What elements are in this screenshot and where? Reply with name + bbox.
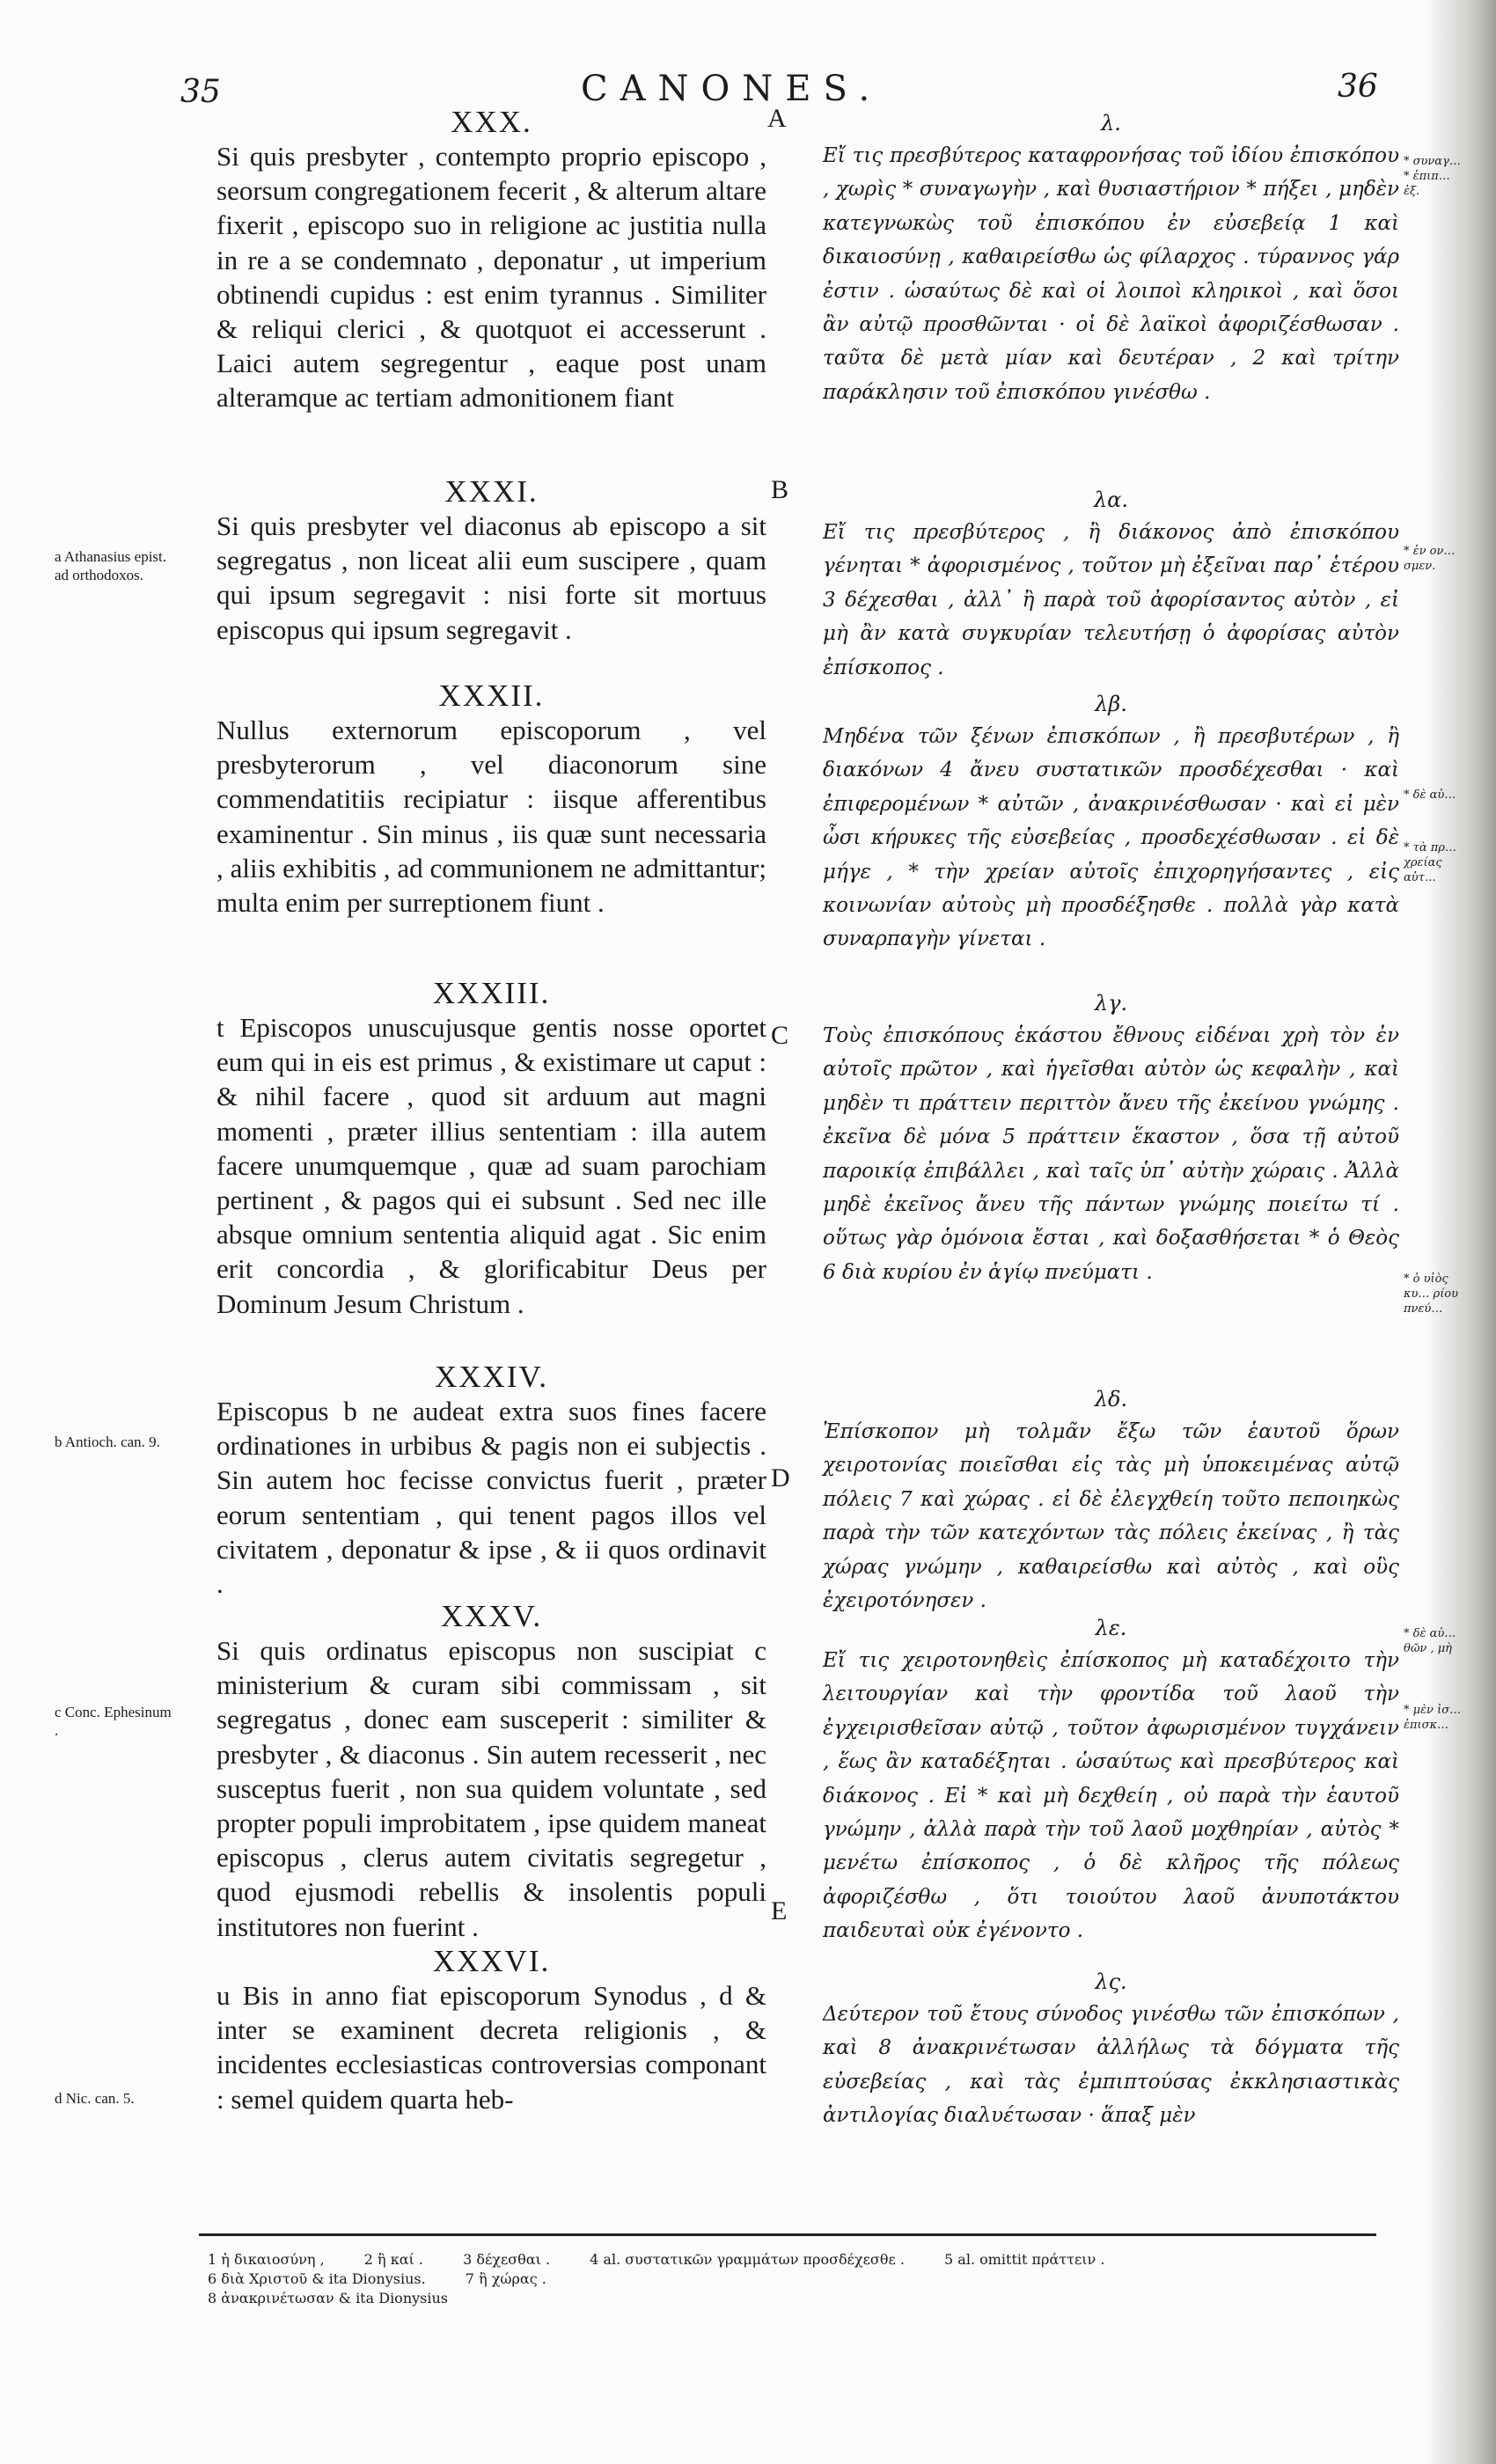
page-number-left: 35	[180, 74, 221, 110]
latin-canon	[216, 1360, 766, 1600]
canon-text: Si quis ordinatus episcopus non suscipiat c ministerium & curam sibi commissam , sit segregatus , donec eam susceperit : similiter & presbyter , & diaconus . Sin autem recesserit , nec susceptus fuerit , non sua quidem voluntate , sed propter populi improbitatem , ipse quidem maneat episcopus , clerus autem civitatis segregetur , quod ejusmodi rebellis & insolentis populi institutores non fuerint .	[216, 1635, 766, 1942]
canon-number: λδ.	[1094, 1387, 1128, 1412]
latin-canon	[216, 1945, 766, 2116]
latin-column	[216, 106, 766, 2116]
margin-note-right: * ἐν ον… σμεν.	[1404, 545, 1456, 573]
margin-note-c: c Conc. Ephesinum .	[55, 1704, 172, 1739]
canon-text: Nullus externorum episcoporum , vel presbyterorum , vel diaconorum sine commendatitiis recipiatur : iisque afferentibus examinentur . Sin minus , iis quæ sunt necessaria , aliis exhibitis , ad communionem ne admittantur; multa enim per surreptionem fiunt .	[216, 715, 766, 919]
canon-text: Εἴ τις χειροτονηθεὶς ἐπίσκοπος μὴ καταδέχοιτο τὴν λειτουργίαν καὶ τὴν φροντίδα τοῦ λαοῦ τὴν ἐγχειρισθεῖσαν αὐτῷ , τοῦτον ἀφωρισμένον τυγχάνειν , ἕως ἂν καταδέξηται . ὡσαύτως καὶ πρεσβύτερος καὶ διάκονος . Εἰ * καὶ μὴ δεχθείη , οὐ παρὰ τὴν ἑαυτοῦ γνώμην , ἀλλὰ παρὰ τὴν τοῦ λαοῦ μοχθηρίαν , αὐτὸς * μενέτω ἐπίσκοπος , ὁ δὲ κλῆρος τῆς πόλεως ἀφοριζέσθω , ὅτι τοιούτου λαοῦ ἀνυποτάκτου παιδευταὶ οὐκ ἐγένοντο .	[823, 1649, 1399, 1943]
footnote: 3 δέχεσθαι .	[463, 2251, 551, 2268]
canon-number: XXXIV.	[435, 1360, 548, 1394]
canon-number: λε.	[1095, 1616, 1127, 1640]
latin-canon	[216, 679, 766, 977]
binding-shadow	[1426, 0, 1496, 2464]
section-letter-c: C	[771, 1021, 789, 1050]
canon-text: Εἴ τις πρεσβύτερος , ἢ διάκονος ἀπὸ ἐπισκόπου γένηται * ἀφορισμένος , τοῦτον μὴ ἐξεῖναι παρ᾽ ἑτέρου 3 δέχεσθαι , ἀλλ᾽ ἢ παρὰ τοῦ ἀφορίσαντος αὐτὸν , εἰ μὴ ἂν κατὰ συγκυρίαν τελευτήσῃ ὁ ἀφορίσας αὐτὸν ἐπίσκοπος .	[823, 521, 1399, 679]
footnotes-line-2	[208, 2270, 1352, 2288]
footnotes-line-3	[208, 2290, 1352, 2307]
footnote-rule	[199, 2233, 1376, 2236]
footnote: 5 al. omittit πράττειν .	[944, 2251, 1105, 2268]
canon-number: λγ.	[1094, 991, 1128, 1016]
canon-text: Si quis presbyter vel diaconus ab episcopo a sit segregatus , non liceat alii eum suscipere , quam qui ipsum segregavit : nisi forte sit mortuus episcopus qui ipsum segregavit .	[216, 510, 766, 645]
greek-column	[823, 107, 1399, 2133]
section-letter-d: D	[771, 1463, 790, 1492]
canon-number: XXX.	[451, 105, 532, 139]
margin-note-b: b Antioch. can. 9.	[55, 1434, 160, 1450]
margin-note-right: * δὲ αὐ… θῶν , μὴ	[1404, 1627, 1456, 1655]
canon-text: Μηδένα τῶν ξένων ἐπισκόπων , ἢ πρεσβυτέρων , ἢ διακόνων 4 ἄνευ συστατικῶν προσδέχεσθαι · καὶ ἐπιφερομένων * αὐτῶν , ἀνακρινέσθωσαν · καὶ εἰ μὲν ὦσι κήρυκες τῆς εὐσεβείας , προσδεχέσθωσαν . εἰ δὲ μήγε , * τὴν χρείαν αὐτοῖς ἐπιχορηγήσαντες , εἰς κοινωνίαν αὐτοὺς μὴ προσδέξησθε . πολλὰ γὰρ κατὰ συναρπαγὴν γίνεται .	[823, 725, 1399, 951]
greek-canon	[823, 1966, 1399, 2133]
canon-number: λς.	[1095, 1969, 1127, 1994]
margin-note-a: a Athanasius epist. ad orthodoxos.	[55, 548, 167, 583]
latin-canon	[216, 1600, 766, 1945]
canon-number: λ.	[1101, 111, 1121, 136]
running-title: CANONES.	[581, 69, 883, 109]
margin-note-d: d Nic. can. 5.	[55, 2090, 135, 2107]
latin-canon	[216, 106, 766, 475]
greek-canon	[823, 987, 1399, 1383]
latin-canon	[216, 977, 766, 1360]
latin-canon	[216, 475, 766, 679]
greek-canon	[823, 688, 1399, 987]
footnote: 7 ἢ χώρας .	[465, 2270, 546, 2287]
canon-text: u Bis in anno fiat episcoporum Synodus , d & inter se examinent decreta religionis , & incidentes ecclesiasticas controversias componant : semel quidem quarta heb-	[216, 1980, 766, 2115]
greek-canon	[823, 484, 1399, 688]
greek-canon	[823, 1383, 1399, 1612]
footnote: 8 ἀνακρινέτωσαν & ita Dionysius	[208, 2290, 448, 2306]
greek-canon	[823, 107, 1399, 484]
footnote: 1 ἡ δικαιοσύνη ,	[208, 2251, 325, 2268]
canon-number: XXXV.	[440, 1599, 543, 1633]
footnote: 6 διὰ Χριστοῦ & ita Dionysius.	[208, 2270, 426, 2287]
margin-note-right: * τὰ πρ… χρείας αὐτ…	[1404, 841, 1456, 884]
canon-number: XXXIII.	[432, 976, 551, 1010]
canon-number: XXXI.	[444, 474, 539, 509]
margin-note-right: * ὁ υἱὸς κυ… ρίου πνεύ…	[1404, 1272, 1459, 1316]
canon-number: λα.	[1093, 488, 1129, 512]
canon-text: Τοὺς ἐπισκόπους ἑκάστου ἔθνους εἰδέναι χρὴ τὸν ἐν αὐτοῖς πρῶτον , καὶ ἡγεῖσθαι αὐτὸν ὡς κεφαλὴν , καὶ μηδὲν τι πράττειν περιττὸν ἄνευ τῆς ἐκείνου γνώμης . ἐκεῖνα δὲ μόνα 5 πράττειν ἕκαστον , ὅσα τῇ αὐτοῦ παροικίᾳ ἐπιβάλλει , καὶ ταῖς ὑπ᾽ αὐτὴν χώραις . Ἀλλὰ μηδὲ ἐκεῖνος ἄνευ τῆς πάντων γνώμης ποιείτω τί . οὕτως γὰρ ὁμόνοια ἔσται , καὶ δοξασθήσεται * ὁ Θεὸς 6 διὰ κυρίου ἐν ἁγίῳ πνεύματι .	[823, 1024, 1399, 1284]
canon-text: Si quis presbyter , contempto proprio episcopo , seorsum congregationem fecerit , & alterum altare fixerit , episcopo suo in religione ac justitia nulla in re a se condemnato , deponatur , ut imperium obtinendi cupidus : est enim tyrannus . Similiter & reliqui clerici , & quotquot ei accesserunt . Laici autem segregentur , eaque post unam alteramque ac tertiam admonitionem fiant	[216, 141, 766, 414]
footnotes-line-1	[208, 2251, 1352, 2269]
section-letter-b: B	[771, 475, 789, 504]
canon-text: Ἐπίσκοπον μὴ τολμᾶν ἔξω τῶν ἑαυτοῦ ὅρων χειροτονίας ποιεῖσθαι εἰς τὰς μὴ ὑποκειμένας αὐτῷ πόλεις 7 καὶ χώρας . εἰ δὲ ἐλεγχθείη τοῦτο πεποιηκὼς παρὰ τὴν τῶν κατεχόντων τὰς πόλεις ἐκείνας , ἢ τὰς χώρας γνώμην , καθαιρείσθω καὶ αὐτὸς , καὶ οὓς ἐχειροτόνησεν .	[823, 1420, 1399, 1613]
greek-canon	[823, 1612, 1399, 1966]
margin-note-right: * δὲ αὐ…	[1404, 788, 1456, 802]
footnote: 4 al. συστατικῶν γραμμάτων προσδέχεσθε .	[590, 2251, 905, 2268]
page-number-right: 36	[1338, 69, 1378, 105]
canon-text: t Episcopos unuscujusque gentis nosse oportet eum qui in eis est primus , & existimare ut caput : & nihil facere , quod sit arduum aut magni momenti , præter illius sententiam : illa autem facere unumquemque , quæ ad suam parochiam pertinent , & pagos qui ei subsunt . Sed nec ille absque omnium sententia aliquid agat . Sic enim erit concordia , & glorificabitur Deus per Dominum Jesum Christum .	[216, 1012, 766, 1319]
canon-number: λβ.	[1095, 692, 1127, 716]
section-letter-e: E	[771, 1896, 788, 1925]
canon-text: Δεύτερον τοῦ ἔτους σύνοδος γινέσθω τῶν ἐπισκόπων , καὶ 8 ἀνακρινέτωσαν ἀλλήλως τὰ δόγματα τῆς εὐσεβείας , καὶ τὰς ἐμπιπτούσας ἐκκλησιαστικὰς ἀντιλογίας διαλυέτωσαν · ἅπαξ μὲν	[823, 2003, 1399, 2128]
margin-note-right: * συναγ… * ἐπιπ… ἐξ.	[1404, 155, 1461, 198]
section-letter-a: A	[767, 104, 787, 133]
canon-number: XXXII.	[438, 678, 545, 713]
canon-text: Episcopus b ne audeat extra suos fines facere ordinationes in urbibus & pagis non ei subjectis . Sin autem hoc fecisse convictus fuerit , præter eorum sententiam , qui tenent pagos illos vel civitatem , deponatur & ipse , & ii quos ordinavit .	[216, 1396, 766, 1600]
margin-note-right: * μὲν ἰσ… ἐπισκ…	[1404, 1704, 1462, 1732]
canon-number: XXXVI.	[432, 1944, 551, 1978]
canon-text: Εἴ τις πρεσβύτερος καταφρονήσας τοῦ ἰδίου ἐπισκόπου , χωρὶς * συναγωγὴν , καὶ θυσιαστήριον * πήξει , μηδὲν κατεγνωκὼς τοῦ ἐπισκόπου ἐν εὐσεβείᾳ 1 καὶ δικαιοσύνῃ , καθαιρείσθω ὡς φίλαρχος . τύραννος γάρ ἐστιν . ὡσαύτως δὲ καὶ οἱ λοιποὶ κληρικοὶ , καὶ ὅσοι ἂν αὐτῷ προσθῶνται · οἱ δὲ λαϊκοὶ ἀφοριζέσθωσαν . ταῦτα δὲ μετὰ μίαν καὶ δευτέραν , 2 καὶ τρίτην παράκλησιν τοῦ ἐπισκόπου γινέσθω .	[823, 144, 1399, 404]
footnote: 2 ἢ καί .	[363, 2251, 423, 2268]
